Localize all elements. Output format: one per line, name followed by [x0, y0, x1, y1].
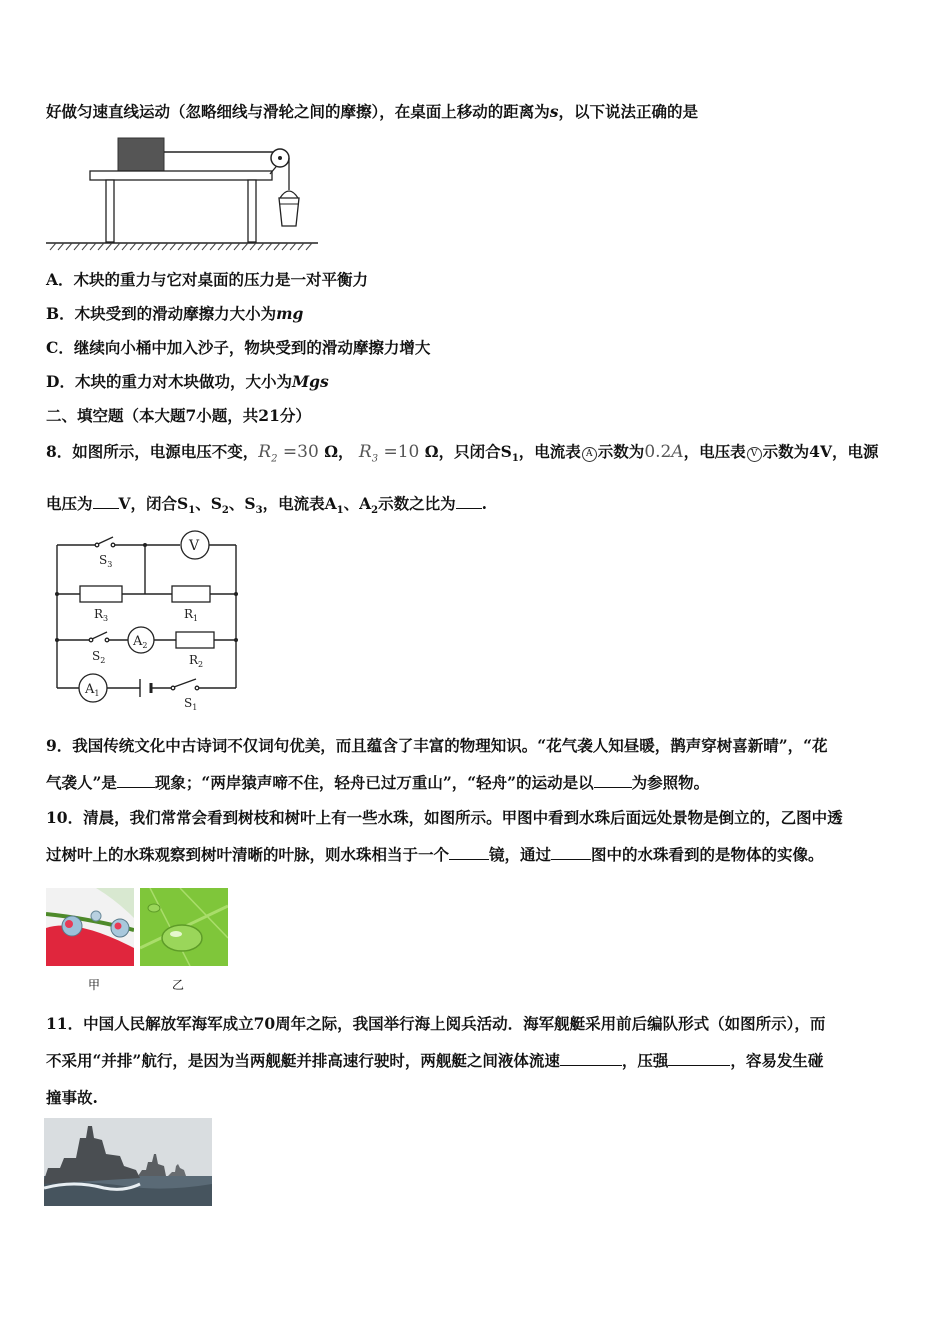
q7-option-c-text: C．继续向小桶中加入沙子，物块受到的滑动摩擦力增大 — [46, 338, 431, 357]
ammeter-symbol-icon: A — [582, 447, 597, 462]
q8-r3-symbol: R — [358, 442, 372, 462]
q11-line3-text: 撞事故. — [46, 1088, 98, 1107]
q9-line-1 — [46, 736, 828, 756]
q8-ohm-2: Ω — [424, 442, 439, 461]
photo-yi-leaf-droplet — [140, 888, 228, 966]
label-r2: $R_2$ — [189, 653, 204, 669]
q10-blank-2[interactable] — [551, 845, 591, 860]
q8-text-e: 示数为4V，电源 — [762, 442, 879, 461]
q8-line2-sub-2: 2 — [221, 505, 229, 517]
q8-current-expression — [644, 442, 683, 462]
label-r1: $R_1$ — [184, 607, 199, 623]
section-heading-text: 二、填空题（本大题7小题，共21分） — [46, 406, 311, 425]
battery-icon — [140, 679, 151, 697]
switch-s2 — [89, 632, 109, 642]
q10-line2-c: 图中的水珠看到的是物体的实像。 — [591, 845, 824, 864]
q10-line2-a: 过树叶上的水珠观察到树叶清晰的叶脉，则水珠相当于一个 — [46, 845, 450, 864]
switch-s3 — [95, 537, 115, 547]
table-top — [90, 171, 272, 180]
pulley-axle — [278, 156, 282, 160]
q8-line2-sub-a1: 1 — [336, 505, 344, 517]
q8-text-a: ，只闭合S — [438, 442, 512, 461]
label-s3: $S_3$ — [99, 553, 113, 569]
q9-line2-c: 为参照物。 — [631, 773, 710, 792]
q8-r3-value: =10 — [383, 442, 420, 462]
q7-option-d-var: Mgs — [291, 372, 329, 391]
q11-line2-b: ，压强 — [621, 1051, 669, 1070]
q7-stem-text: 好做匀速直线运动（忽略细线与滑轮之间的摩擦），在桌面上移动的距离为 — [46, 102, 550, 121]
q8-line2-f: 、A — [343, 494, 372, 513]
q11-line1-text: 11．中国人民解放军海军成立70周年之际，我国举行海上阅兵活动．海军舰艇采用前后编队形式（如图所示），而 — [46, 1014, 826, 1033]
q10-line-2 — [46, 845, 824, 865]
label-s2: $S_2$ — [92, 649, 106, 665]
q11-line-2 — [46, 1051, 823, 1071]
q7-option-b-var: mg — [276, 304, 304, 323]
resistor-r3 — [80, 586, 122, 602]
q8-line2-e: ，电流表A — [262, 494, 337, 513]
ground-hatching — [50, 243, 312, 250]
q10-line2-b: 镜，通过 — [489, 845, 552, 864]
q8-line-2 — [46, 494, 487, 521]
q8-line2-d: 、S — [228, 494, 256, 513]
q8-text-b: ，电流表 — [518, 442, 581, 461]
q7-option-a-text: A．木块的重力与它对桌面的压力是一对平衡力 — [46, 270, 369, 289]
q8-line2-g: 示数之比为 — [378, 494, 456, 513]
q8-line2-b: V，闭合S — [118, 494, 189, 513]
q9-blank-1[interactable] — [117, 773, 155, 788]
label-a1: $A_1$ — [85, 682, 100, 698]
q8-blank-ratio[interactable] — [456, 494, 482, 509]
q8-r2-value: =30 — [282, 442, 319, 462]
caption-yi: 乙 — [172, 978, 185, 992]
table-leg-right — [248, 180, 256, 242]
q7-table-pulley-figure — [44, 134, 320, 256]
q8-r2-symbol: R — [258, 442, 272, 462]
voltmeter-symbol-icon: V — [747, 447, 762, 462]
q8-current-value: 0.2 — [644, 442, 672, 462]
q11-blank-1[interactable] — [560, 1051, 622, 1066]
q9-line2-b: 现象；“两岸猿声啼不住，轻舟已过万重山”，“轻舟”的运动是以 — [154, 773, 594, 792]
bucket — [279, 198, 299, 226]
q7-option-d-text: D．木块的重力对木块做功，大小为 — [46, 372, 292, 391]
label-s1: $S_1$ — [184, 696, 198, 712]
q7-option-d — [46, 372, 329, 392]
q9-line2-a: 气袭人”是 — [46, 773, 117, 792]
q11-blank-2[interactable] — [668, 1051, 730, 1066]
q7-option-a — [46, 270, 368, 290]
q11-line2-a: 不采用“并排”航行，是因为当两舰艇并排高速行驶时，两舰艇之间液体流速 — [46, 1051, 560, 1070]
q8-line2-a: 电压为 — [46, 494, 93, 513]
q11-line-1 — [46, 1014, 825, 1034]
q8-r3-expression — [358, 442, 420, 465]
q8-r2-sub: 2 — [271, 453, 278, 465]
label-r3: $R_3$ — [94, 607, 109, 623]
q8-r3-sub: 3 — [371, 453, 379, 465]
wood-block — [118, 138, 164, 171]
q8-line2-sub-3: 3 — [255, 505, 263, 517]
q8-line2-c: 、S — [195, 494, 222, 513]
circuit-wires — [57, 545, 236, 688]
q8-line-1: 8．如图所示，电源电压不变，$R_2 =30$ Ω， $R_3 =10$ Ω，只闭合$S_1$，电流表 A 示数为0.2A，电压表 V 示数为4V，电源 — [46, 442, 879, 465]
resistor-r2 — [176, 632, 214, 648]
switch-s1 — [171, 679, 199, 690]
q8-s1-sub: 1 — [511, 453, 519, 465]
q8-text-c: 示数为 — [597, 442, 645, 461]
label-v: V — [189, 538, 200, 554]
table-leg-left — [106, 180, 114, 242]
q9-line-2 — [46, 773, 709, 793]
q7-option-b-text: B．木块受到的滑动摩擦力大小为 — [46, 304, 277, 323]
q7-stem — [46, 102, 698, 122]
q10-line-1 — [46, 808, 843, 828]
photo-jia-water-droplets — [46, 888, 134, 966]
label-a2: $A_2$ — [133, 634, 148, 650]
photo-warships-formation — [44, 1118, 212, 1206]
resistor-r1 — [172, 586, 210, 602]
q8-circuit-diagram — [52, 528, 244, 714]
caption-jia: 甲 — [88, 978, 101, 992]
q8-prefix: 8．如图所示，电源电压不变， — [46, 442, 259, 461]
q8-current-unit: A — [671, 442, 684, 462]
q10-line1-text: 10．清晨，我们常常会看到树枝和树叶上有一些水珠，如图所示。甲图中看到水珠后面远处景物是倒立的，乙图中透 — [46, 808, 843, 827]
bucket-handle — [280, 191, 298, 198]
q9-blank-2[interactable] — [594, 773, 632, 788]
q7-option-b — [46, 304, 303, 324]
q7-stem-var: s — [549, 102, 559, 121]
q10-blank-1[interactable] — [449, 845, 489, 860]
q8-blank-voltage[interactable] — [93, 494, 119, 509]
q8-line2-end: . — [481, 494, 487, 513]
q7-stem-end: ，以下说法正确的是 — [558, 102, 699, 121]
q8-ohm-1: Ω — [324, 442, 338, 461]
q8-line2-sub-a2: 2 — [371, 505, 379, 517]
q8-line2-sub-1: 1 — [188, 505, 196, 517]
section-heading — [46, 406, 311, 426]
q11-line2-c: ，容易发生碰 — [730, 1051, 824, 1070]
q11-line-3 — [46, 1088, 98, 1108]
q7-option-c — [46, 338, 430, 358]
q9-line1-text: 9．我国传统文化中古诗词不仅词句优美，而且蕴含了丰富的物理知识。“花气袭人知昼暖，鹊声穿树喜新晴”，“花 — [46, 736, 828, 755]
q8-text-d: ，电压表 — [683, 442, 746, 461]
q8-r2-expression — [258, 442, 319, 465]
